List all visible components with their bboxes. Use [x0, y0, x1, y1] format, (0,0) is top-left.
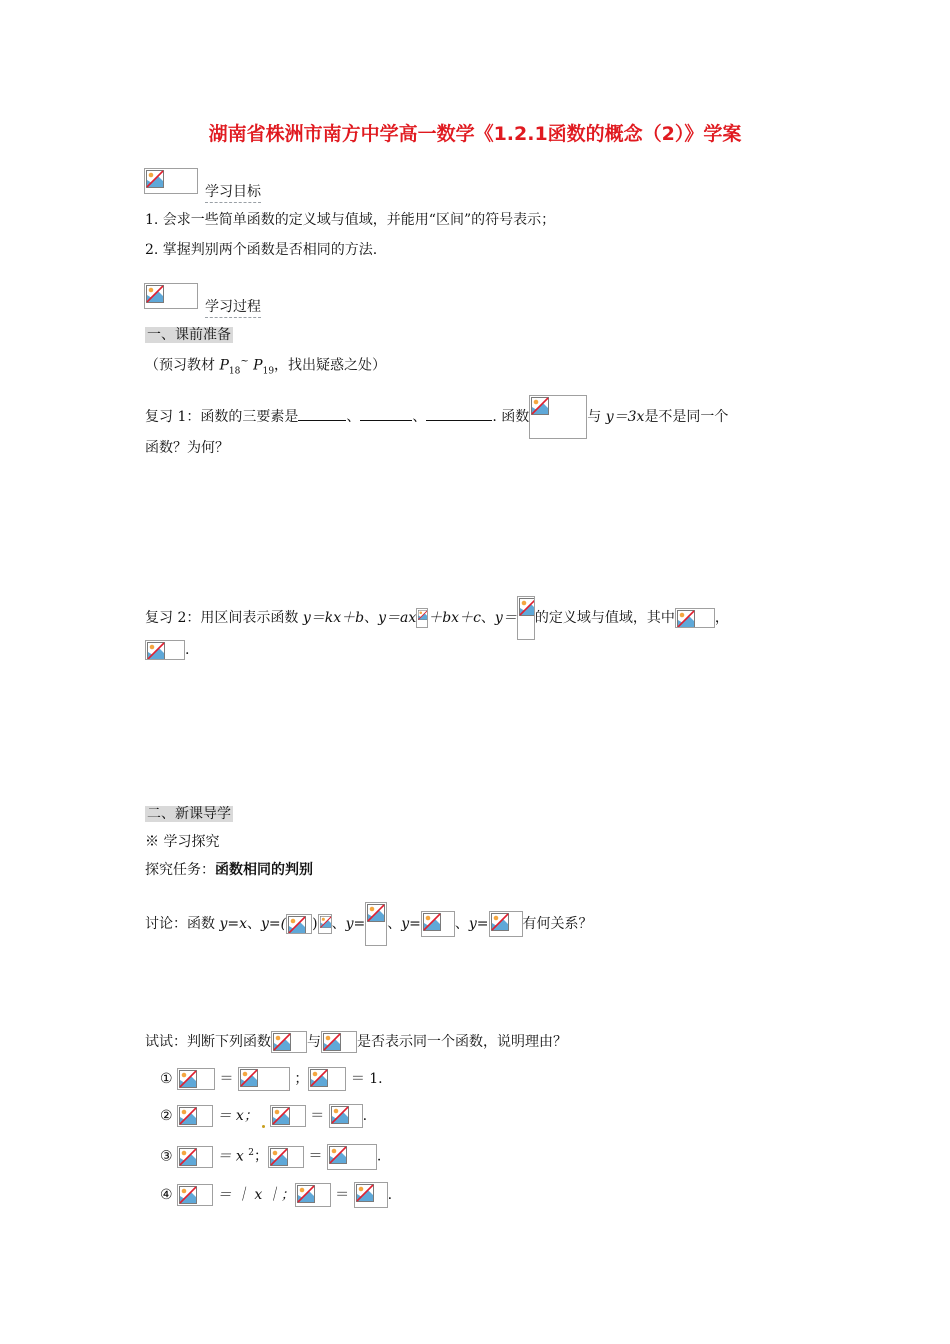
discuss-line: 讨论：函数 y=x、y=( ) 、y= 、y= 、y= 有何关系？ — [145, 902, 593, 946]
review-1: 复习 1：函数的三要素是 、 、 . 函数 与 y＝3x是不是同一个 — [145, 395, 728, 439]
function-g-image-icon — [321, 1031, 357, 1053]
formula-image-icon — [238, 1067, 290, 1091]
exercise-item-1: ① ＝ ； ＝ 1. — [160, 1067, 383, 1091]
formula-image-icon — [177, 1068, 215, 1090]
formula-image-icon — [177, 1184, 213, 1206]
formula-image-icon — [177, 1146, 213, 1168]
review-2-line2: . — [145, 640, 189, 660]
blank-element-1[interactable] — [298, 406, 346, 421]
function-f-image-icon — [271, 1031, 307, 1053]
condition-image-icon — [675, 608, 715, 628]
goal-item-2: 2. 掌握判别两个函数是否相同的方法. — [145, 242, 378, 258]
formula-image-icon — [354, 1182, 388, 1208]
try-line: 试试：判断下列函数 与 是否表示同一个函数，说明理由？ — [145, 1031, 567, 1053]
formula-image-icon — [489, 911, 523, 937]
prep-heading: 一、课前准备 — [147, 327, 231, 343]
explore-heading: ※ 学习探究 — [145, 834, 220, 850]
section-image-placeholder-icon — [144, 283, 198, 309]
fraction-image-icon — [517, 596, 535, 640]
formula-image-icon — [270, 1105, 306, 1127]
document-title: 湖南省株洲市南方中学高一数学《1.2.1函数的概念（2）》学案 — [208, 123, 742, 145]
review-2: 复习 2：用区间表示函数 y＝kx＋b、y＝ax ＋bx＋c、y＝ 的定义域与值域，其中 ， — [145, 596, 729, 640]
exercise-item-2: ② ＝ x； ＝ . — [160, 1104, 367, 1128]
condition-image-icon — [145, 640, 185, 660]
formula-image-icon — [327, 1144, 377, 1170]
review-1-line2: 函数？为何？ — [145, 440, 229, 456]
process-heading: 学习过程 — [205, 297, 261, 318]
exercise-item-3: ③ ＝ x $^2$； ＝ . — [160, 1143, 381, 1170]
formula-image-icon — [286, 914, 312, 934]
formula-image-icon — [529, 395, 587, 439]
formula-image-icon — [268, 1146, 304, 1168]
formula-image-icon — [421, 911, 455, 937]
new-lesson-heading: 二、新课导学 — [147, 806, 231, 822]
formula-image-icon — [329, 1104, 363, 1128]
section-image-placeholder-icon — [144, 168, 198, 194]
exponent-image-icon — [416, 608, 428, 628]
goal-item-1: 1. 会求一些简单函数的定义域与值域，并能用“区间”的符号表示； — [145, 212, 556, 228]
prep-note: （预习教材 $P_{18}^\sim$ $P_{19}$，找出疑惑之处） — [145, 356, 387, 377]
formula-image-icon — [177, 1105, 213, 1127]
exponent-image-icon — [318, 914, 332, 934]
formula-image-icon — [308, 1067, 346, 1091]
exercise-item-4: ④ ＝ ｜ x ｜； ＝ . — [160, 1182, 392, 1208]
formula-image-icon — [295, 1183, 331, 1207]
blank-element-3[interactable] — [426, 406, 492, 421]
formula-image-icon — [365, 902, 387, 946]
goals-heading: 学习目标 — [205, 182, 261, 203]
blank-element-2[interactable] — [360, 406, 412, 421]
task-line: 探究任务：函数相同的判别 — [145, 862, 313, 878]
